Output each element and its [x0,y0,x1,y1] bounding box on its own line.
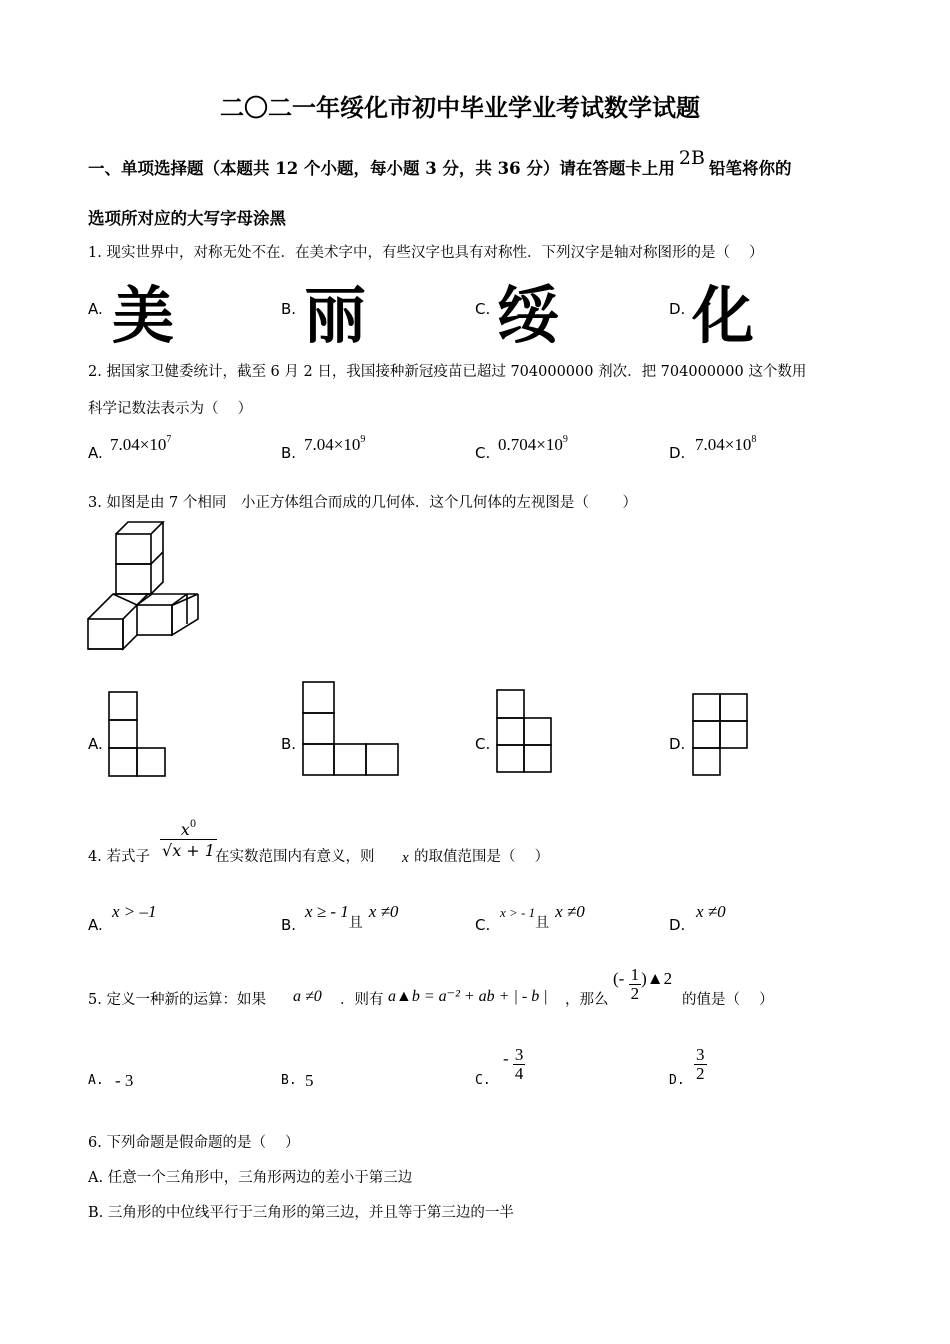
q4-option-c-ineq: x > - 1 [500,905,536,920]
q2-option-d-exp: 8 [751,434,757,445]
section-header-line2: 选项所对应的大写字母涂黑 [88,209,286,228]
q3-text: 3. 如图是由 7 个相同 小正方体组合而成的几何体．这个几何体的左视图是（ ） [88,495,637,511]
q5-option-a-value: - 3 [115,1071,134,1090]
q4-option-d-expr: x ≠0 [696,902,726,921]
q2-option-c-base: 0.704×10 [498,435,563,454]
q4-option-d-label: D. [669,916,686,934]
q1-option-a-label: A. [88,300,103,318]
q6-option-a: A. 任意一个三角形中，三角形两边的差小于第三边 [88,1170,413,1186]
q1-option-c-label: C. [475,300,491,318]
q4-text-mid: 在实数范围内有意义，则 [215,849,375,865]
q4-option-b-and: 且 [348,916,363,931]
q2-option-a-exp: 7 [166,434,172,445]
q6-option-b: B. 三角形的中位线平行于三角形的第三边，并且等于第三边的一半 [88,1205,514,1221]
q5-text-mid: ．则有 [340,992,384,1008]
q1-option-b-char: 丽 [304,279,367,352]
q5-expr-post: )▲2 [641,969,673,989]
q4-option-b-ineq: x ≥ - 1 [305,902,349,921]
q1-text: 1. 现实世界中，对称无处不在．在美术字中，有些汉字也具有对称性．下列汉字是轴对称图形的是（ ） [88,245,764,261]
q1-option-d-label: D. [669,300,686,318]
q4-numerator [181,820,196,839]
q5-expr-frac [629,966,642,1003]
q2-option-b-label: B. [281,444,297,462]
q5-option-d-value [694,1046,707,1083]
q4-var: x [402,850,409,866]
q2-option-d-base: 7.04×10 [695,435,752,454]
q4-option-c-neq: x ≠0 [555,902,585,921]
q4-denominator: √x + 1 [162,840,215,860]
q2-text-line1: 2. 据国家卫健委统计，截至 6 月 2 日，我国接种新冠疫苗已超过 704000000 剂次．把 704000000 这个数用 [88,364,807,380]
q2-option-b-value [304,434,365,455]
q2-option-b-exp: 9 [360,434,366,445]
q3-option-c-label: C. [475,735,491,753]
q2-option-b-base: 7.04×10 [304,435,361,454]
q4-option-c-and: 且 [535,916,550,931]
q2-option-a-label: A. [88,444,103,462]
q5-text-then: ，那么 [565,992,609,1008]
q5-text-post: 的值是（ ） [682,992,774,1008]
q5-frac-den: 2 [630,983,640,1003]
q5-expression [613,966,672,1003]
q5-text-pre: 5. 定义一种新的运算：如果 [88,992,266,1008]
q5-frac-num: 1 [630,965,640,984]
section-header-pencil: 2B [678,147,705,169]
q4-text-post: 的取值范围是（ ） [414,849,550,865]
q2-text-line2: 科学记数法表示为（ ） [88,401,253,417]
q4-option-a-label: A. [88,916,103,934]
q5-condition: a ≠0 [293,988,322,1005]
q2-option-a-base: 7.04×10 [110,435,167,454]
q4-option-b-label: B. [281,916,297,934]
q1-option-d-char: 化 [692,279,755,352]
q1-option-a-char: 美 [112,279,175,352]
q2-option-c-value [498,434,568,455]
q5-option-d-den: 2 [696,1063,705,1083]
q5-definition: a▲b = a⁻² + ab + | - b | [388,988,548,1005]
q5-option-c-value [503,1046,525,1083]
q3-option-a-label: A. [88,735,103,753]
q4-option-c-label: C. [475,916,491,934]
q3-option-d-label: D. [669,735,686,753]
q4-numerator-var: x [180,820,190,839]
q2-option-d-value [695,434,756,455]
q5-option-c-label: C. [475,1073,491,1088]
q4-option-b-expr [305,902,399,931]
q2-option-a-value [110,434,171,455]
q5-option-d-num: 3 [696,1045,705,1064]
q5-option-c-sign: - [503,1049,509,1069]
q5-option-b-label: B. [281,1073,297,1088]
q1-option-c-char: 绥 [497,279,560,352]
q5-option-d-label: D. [669,1073,685,1088]
q5-option-a-label: A. [88,1073,104,1088]
q5-expr-pre: (- [613,969,625,989]
q5-option-c-num: 3 [514,1045,524,1064]
q2-option-c-label: C. [475,444,491,462]
q3-option-b-label: B. [281,735,297,753]
page-title: 二〇二一年绥化市初中毕业学业考试数学试题 [220,93,700,122]
q3-option-d-figure [0,0,1,1]
q5-option-c-den: 4 [514,1063,524,1083]
section-header [88,147,792,179]
q4-numerator-exp: 0 [189,819,197,830]
q6-text: 6. 下列命题是假命题的是（ ） [88,1135,300,1151]
q5-option-d-frac [694,1046,707,1083]
section-header-text: 一、单项选择题（本题共 12 个小题，每小题 3 分，共 36 分）请在答题卡上用 [88,159,675,178]
q4-fraction [160,820,217,860]
q5-option-c-frac [513,1046,526,1083]
q4-text-pre: 4. 若式子 [88,849,150,865]
q2-option-c-exp: 9 [562,434,568,445]
q4-option-c-expr [500,902,585,931]
q4-option-a-expr: x > –1 [112,902,157,921]
q1-option-b-label: B. [281,300,297,318]
q4-option-b-neq: x ≠0 [368,902,399,921]
q5-option-b-value: 5 [305,1071,314,1090]
section-header-text-end: 铅笔将你的 [708,159,792,178]
q2-option-d-label: D. [669,444,686,462]
